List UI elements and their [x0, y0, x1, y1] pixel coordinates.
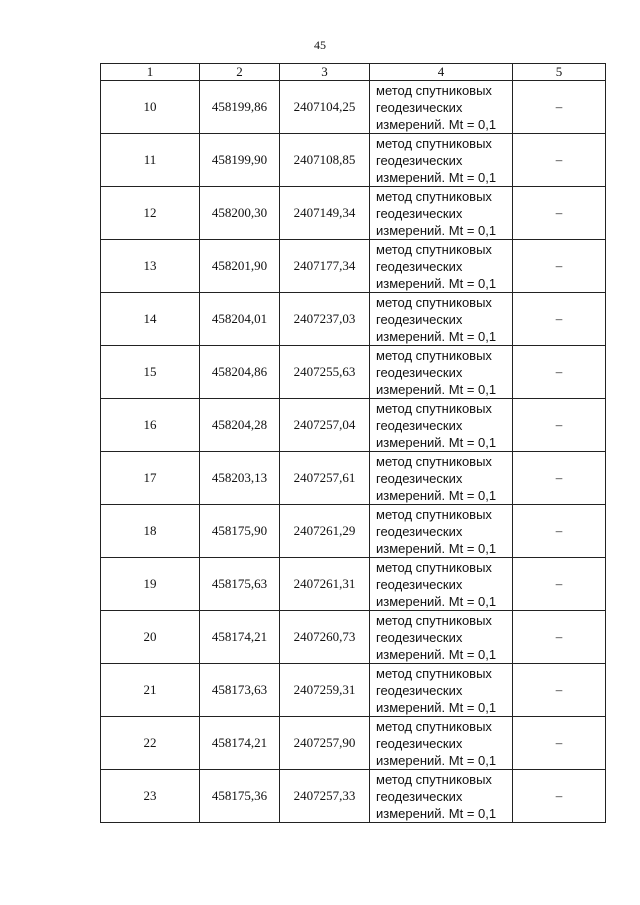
method-line: измерений. Mt = 0,1: [376, 116, 497, 132]
point-number-cell: 18: [101, 505, 200, 558]
point-number-cell: 23: [101, 770, 200, 823]
point-number-cell: 16: [101, 399, 200, 452]
method-line: геодезических: [376, 417, 463, 433]
y-coordinate-cell: 2407255,63: [280, 346, 370, 399]
method-line: измерений. Mt = 0,1: [376, 752, 497, 768]
column-header-5: 5: [513, 64, 606, 81]
y-coordinate-cell: 2407259,31: [280, 664, 370, 717]
method-line: измерений. Mt = 0,1: [376, 487, 497, 503]
method-cell: [370, 293, 513, 346]
x-coordinate-cell: 458175,90: [200, 505, 280, 558]
point-number-cell: 22: [101, 717, 200, 770]
method-line: метод спутниковых: [376, 294, 492, 310]
method-line: метод спутниковых: [376, 241, 492, 257]
y-coordinate-cell: 2407261,29: [280, 505, 370, 558]
method-cell: [370, 346, 513, 399]
method-line: измерений. Mt = 0,1: [376, 275, 497, 291]
method-line: измерений. Mt = 0,1: [376, 169, 497, 185]
table-row: [101, 187, 606, 240]
table-row: [101, 134, 606, 187]
method-line: геодезических: [376, 629, 463, 645]
method-line: геодезических: [376, 523, 463, 539]
point-number-cell: 20: [101, 611, 200, 664]
method-line: метод спутниковых: [376, 135, 492, 151]
method-line: измерений. Mt = 0,1: [376, 222, 497, 238]
point-number-cell: 19: [101, 558, 200, 611]
table-row: [101, 346, 606, 399]
method-line: измерений. Mt = 0,1: [376, 328, 497, 344]
method-line: геодезических: [376, 258, 463, 274]
method-line: геодезических: [376, 470, 463, 486]
table-body: [101, 81, 606, 823]
y-coordinate-cell: 2407104,25: [280, 81, 370, 134]
table-row: [101, 717, 606, 770]
method-line: геодезических: [376, 576, 463, 592]
column-5-cell: –: [513, 505, 606, 558]
method-line: измерений. Mt = 0,1: [376, 699, 497, 715]
method-cell: [370, 717, 513, 770]
x-coordinate-cell: 458201,90: [200, 240, 280, 293]
table-row: [101, 293, 606, 346]
method-line: метод спутниковых: [376, 347, 492, 363]
method-line: метод спутниковых: [376, 559, 492, 575]
method-line: геодезических: [376, 311, 463, 327]
table-row: [101, 399, 606, 452]
column-5-cell: –: [513, 293, 606, 346]
y-coordinate-cell: 2407257,61: [280, 452, 370, 505]
point-number-cell: 14: [101, 293, 200, 346]
x-coordinate-cell: 458174,21: [200, 717, 280, 770]
x-coordinate-cell: 458204,01: [200, 293, 280, 346]
y-coordinate-cell: 2407237,03: [280, 293, 370, 346]
table-row: [101, 770, 606, 823]
page-number: 45: [314, 38, 326, 52]
table-row: [101, 664, 606, 717]
method-cell: [370, 452, 513, 505]
point-number-cell: 15: [101, 346, 200, 399]
method-cell: [370, 611, 513, 664]
y-coordinate-cell: 2407257,33: [280, 770, 370, 823]
point-number-cell: 10: [101, 81, 200, 134]
x-coordinate-cell: 458173,63: [200, 664, 280, 717]
column-5-cell: –: [513, 452, 606, 505]
column-5-cell: –: [513, 611, 606, 664]
coordinates-table: [100, 63, 606, 823]
method-line: метод спутниковых: [376, 188, 492, 204]
method-line: геодезических: [376, 152, 463, 168]
column-5-cell: –: [513, 664, 606, 717]
column-5-cell: –: [513, 81, 606, 134]
point-number-cell: 13: [101, 240, 200, 293]
method-line: метод спутниковых: [376, 506, 492, 522]
y-coordinate-cell: 2407261,31: [280, 558, 370, 611]
table-row: [101, 240, 606, 293]
column-header-2: 2: [200, 64, 280, 81]
method-line: измерений. Mt = 0,1: [376, 434, 497, 450]
table-row: [101, 558, 606, 611]
column-header-4: 4: [370, 64, 513, 81]
x-coordinate-cell: 458199,86: [200, 81, 280, 134]
column-5-cell: –: [513, 134, 606, 187]
method-line: геодезических: [376, 788, 463, 804]
method-line: геодезических: [376, 735, 463, 751]
point-number-cell: 11: [101, 134, 200, 187]
x-coordinate-cell: 458204,86: [200, 346, 280, 399]
x-coordinate-cell: 458175,63: [200, 558, 280, 611]
y-coordinate-cell: 2407257,04: [280, 399, 370, 452]
point-number-cell: 21: [101, 664, 200, 717]
column-5-cell: –: [513, 346, 606, 399]
table-row: [101, 611, 606, 664]
table-row: [101, 505, 606, 558]
method-cell: [370, 134, 513, 187]
y-coordinate-cell: 2407177,34: [280, 240, 370, 293]
y-coordinate-cell: 2407149,34: [280, 187, 370, 240]
method-line: метод спутниковых: [376, 718, 492, 734]
x-coordinate-cell: 458203,13: [200, 452, 280, 505]
table-row: [101, 452, 606, 505]
method-line: геодезических: [376, 364, 463, 380]
point-number-cell: 12: [101, 187, 200, 240]
column-5-cell: –: [513, 399, 606, 452]
method-line: геодезических: [376, 682, 463, 698]
method-line: измерений. Mt = 0,1: [376, 381, 497, 397]
method-cell: [370, 240, 513, 293]
method-cell: [370, 187, 513, 240]
column-header-3: 3: [280, 64, 370, 81]
method-line: геодезических: [376, 99, 463, 115]
method-line: измерений. Mt = 0,1: [376, 805, 497, 821]
y-coordinate-cell: 2407257,90: [280, 717, 370, 770]
method-cell: [370, 399, 513, 452]
column-header-1: 1: [101, 64, 200, 81]
column-5-cell: –: [513, 240, 606, 293]
column-5-cell: –: [513, 558, 606, 611]
column-5-cell: –: [513, 187, 606, 240]
table-row: [101, 81, 606, 134]
y-coordinate-cell: 2407260,73: [280, 611, 370, 664]
method-line: метод спутниковых: [376, 82, 492, 98]
method-line: геодезических: [376, 205, 463, 221]
method-line: измерений. Mt = 0,1: [376, 593, 497, 609]
method-line: метод спутниковых: [376, 453, 492, 469]
x-coordinate-cell: 458200,30: [200, 187, 280, 240]
x-coordinate-cell: 458174,21: [200, 611, 280, 664]
method-line: метод спутниковых: [376, 665, 492, 681]
y-coordinate-cell: 2407108,85: [280, 134, 370, 187]
method-cell: [370, 505, 513, 558]
method-line: метод спутниковых: [376, 400, 492, 416]
method-line: измерений. Mt = 0,1: [376, 540, 497, 556]
column-5-cell: –: [513, 770, 606, 823]
x-coordinate-cell: 458204,28: [200, 399, 280, 452]
header-row: [101, 64, 606, 81]
method-line: метод спутниковых: [376, 612, 492, 628]
point-number-cell: 17: [101, 452, 200, 505]
x-coordinate-cell: 458175,36: [200, 770, 280, 823]
column-5-cell: –: [513, 717, 606, 770]
method-cell: [370, 81, 513, 134]
method-cell: [370, 558, 513, 611]
x-coordinate-cell: 458199,90: [200, 134, 280, 187]
method-line: измерений. Mt = 0,1: [376, 646, 497, 662]
method-line: метод спутниковых: [376, 771, 492, 787]
method-cell: [370, 770, 513, 823]
method-cell: [370, 664, 513, 717]
